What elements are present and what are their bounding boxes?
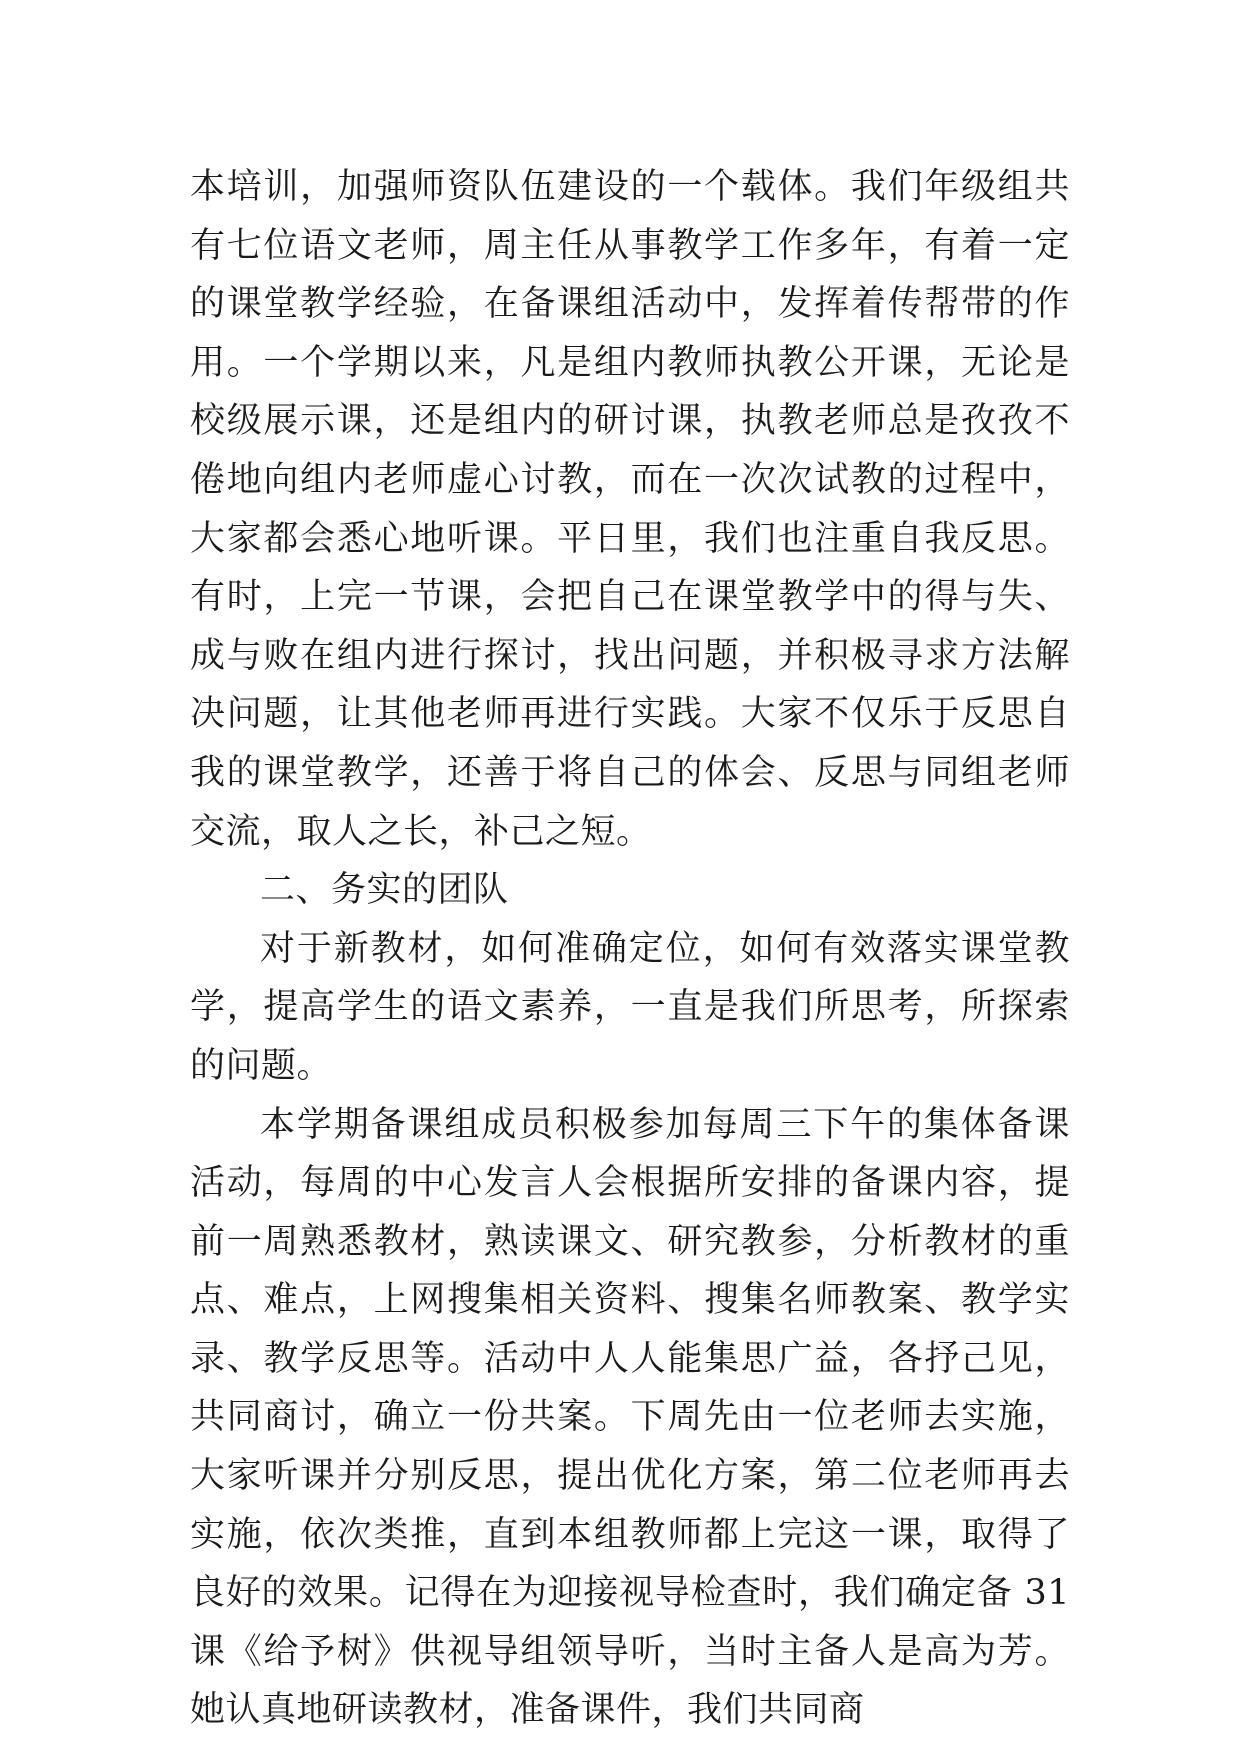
section-heading-practical-team: 二、务实的团队 xyxy=(260,870,509,911)
paragraph-new-textbook: 对于新教材，如何准确定位，如何有效落实课堂教学，提高学生的语文素养，一直是我们所思考，所探索的问题。 xyxy=(190,928,1070,1086)
document-body xyxy=(190,158,1070,1740)
paragraph-teacher-training: 本培训，加强师资队伍建设的一个载体。我们年级组共有七位语文老师，周主任从事教学工作多年，有着一定的课堂教学经验，在备课组活动中，发挥着传帮带的作用。一个学期以来，凡是组内教师执教公开课，无论是校级展示课，还是组内的研讨课，执教老师总是孜孜不倦地向组内老师虚心讨教，而在一次次试教的过程中，大家都会悉心地听课。平日里，我们也注重自我反思。有时，上完一节课，会把自己在课堂教学中的得与失、成与败在组内进行探讨，找出问题，并积极寻求方法解决问题，让其他老师再进行实践。大家不仅乐于反思自我的课堂教学，还善于将自己的体会、反思与同组老师交流，取人之长，补己之短。 xyxy=(190,167,1070,852)
paragraph-collective-lesson-prep: 本学期备课组成员积极参加每周三下午的集体备课活动，每周的中心发言人会根据所安排的备课内容，提前一周熟悉教材，熟读课文、研究教参，分析教材的重点、难点，上网搜集相关资料、搜集名师教案、教学实录、教学反思等。活动中人人能集思广益，各抒己见，共同商讨，确立一份共案。下周先由一位老师去实施，大家听课并分别反思，提出优化方案，第二位老师再去实施，依次类推，直到本组教师都上完这一课，取得了良好的效果。记得在为迎接视导检查时，我们确定备 31 课《给予树》供视导组领导听，当时主备人是高为芳。她认真地研读教材，准备课件，我们共同商 xyxy=(190,1104,1070,1731)
